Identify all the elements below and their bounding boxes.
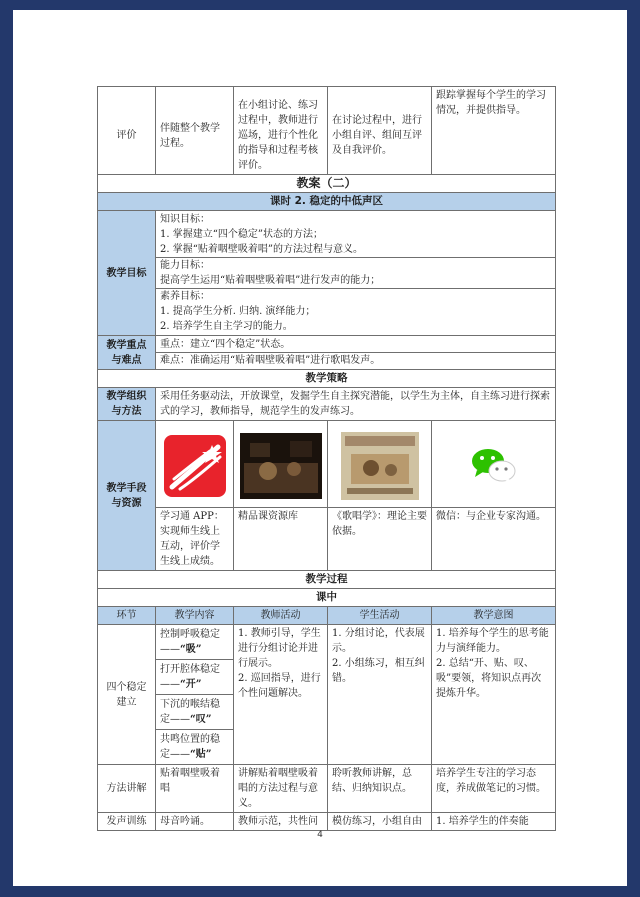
ability-goals [156,257,555,288]
knowledge-goals [160,212,551,257]
resource-image-cell-2 [234,421,328,508]
content-item-1: 控制呼吸稳定——“吸” [160,629,220,655]
in-class-title: 课中 [98,589,556,607]
process-title: 教学过程 [98,571,556,589]
intent-1: 1. 培养每个学生的思考能力与演绎能力。 [436,628,549,654]
evaluation-table [97,86,556,185]
intent-2: 2. 总结“开、贴、叹、吸”要领，将知识点再次提炼升华。 [436,658,542,699]
goals-content [156,211,556,336]
stage-2-teacher: 讲解贴着咽壁吸着唱的方法过程与意义。 [234,765,328,813]
resources-label: 教学手段与资源 [98,421,156,571]
knowledge-goal-1: 1. 掌握建立“四个稳定”状态的方法； [160,229,323,240]
resource-text-2: 精品课资源库 [234,508,328,571]
literacy-goal-heading: 素养目标： [160,291,210,302]
document-page [13,10,627,886]
stage-1-teacher [234,625,328,765]
stage-3-student: 模仿练习，小组自由 [328,813,432,831]
literacy-goal-2: 2. 培养学生自主学习的能力。 [160,321,293,332]
column-header-content: 教学内容 [156,607,234,625]
eval-cell-3: 在讨论过程中，进行小组自评、组间互评及自我评价。 [328,87,432,185]
resource-text-3: 《歌唱学》：理论主要依据。 [328,508,432,571]
stage-3-intent: 1. 培养学生的伴奏能 [432,813,556,831]
literacy-goal-1: 1. 提高学生分析. 归纳. 演绎能力； [160,306,316,317]
resource-image-cell-1 [156,421,234,508]
stage-2-content: 贴着咽壁吸着唱 [156,765,234,813]
content-item-2: 打开腔体稳定——“开” [156,659,233,694]
stage-3-teacher: 教师示范，共性问 [234,813,328,831]
lesson-plan-table [97,174,556,831]
ability-goal-1: 提高学生运用“贴着咽壁吸着唱”进行发声的能力； [160,275,381,286]
column-header-intent: 教学意图 [432,607,556,625]
column-header-student: 学生活动 [328,607,432,625]
stage-2-intent: 培养学生专注的学习态度，养成做笔记的习惯。 [432,765,556,813]
wechat-logo-icon [469,446,519,486]
content-item-3: 下沉的喉结稳定——“叹” [156,694,233,729]
stage-3-name: 发声训练 [98,813,156,831]
teacher-activity-2: 2. 巡回指导，进行个性问题解决。 [238,673,321,699]
stage-1-name: 四个稳定建立 [98,625,156,765]
student-activity-1: 1. 分组讨论，代表展示。 [332,628,425,654]
stage-2-name: 方法讲解 [98,765,156,813]
resource-image-cell-3 [328,421,432,508]
stage-1-contents [156,625,234,765]
eval-label: 评价 [98,87,156,185]
organization-text: 采用任务驱动法，开放课堂，发掘学生自主探究潜能，以学生为主体，自主练习进行探索式的学习，教师指导，规范学生的发声练习。 [156,388,556,421]
knowledge-goal-2: 2. 掌握“贴着咽壁吸着唱”的方法过程与意义。 [160,244,363,255]
column-header-stage: 环节 [98,607,156,625]
resource-text-1: 学习通 APP：实现师生线上互动，评价学生线上成绩。 [156,508,234,571]
strategy-title: 教学策略 [98,370,556,388]
course-video-thumbnail-icon [240,433,322,499]
key-points-label: 教学重点与难点 [98,336,156,370]
stage-1-student [328,625,432,765]
goals-label: 教学目标 [98,211,156,336]
resource-text-4: 微信：与企业专家沟通。 [432,508,556,571]
student-activity-2: 2. 小组练习，相互纠错。 [332,658,425,684]
xuexitong-app-logo-icon [164,435,226,497]
plan-title: 教案（二） [98,175,556,193]
stage-3-content: 母音吟诵。 [156,813,234,831]
resource-image-cell-4 [432,421,556,508]
page-number: 4 [317,830,323,840]
singing-book-cover-icon [341,432,419,500]
ability-goal-heading: 能力目标： [160,260,210,271]
eval-cell-2: 在小组讨论、练习过程中，教师进行巡场，进行个性化的指导和过程考核评价。 [234,87,328,185]
eval-cell-4: 跟踪掌握每个学生的学习情况，并提供指导。 [432,87,556,185]
difficulty-point: 难点：准确运用“贴着咽壁吸着唱”进行歌唱发声。 [156,352,555,368]
lesson-title: 课时 2. 稳定的中低声区 [98,193,556,211]
column-header-teacher: 教师活动 [234,607,328,625]
focus-point: 重点：建立“四个稳定”状态。 [160,339,291,350]
key-points-content [156,336,556,370]
literacy-goals [156,288,555,334]
content-item-4: 共鸣位置的稳定——“贴” [156,729,233,764]
teacher-activity-1: 1. 教师引导，学生进行分组讨论并进行展示。 [238,628,321,669]
knowledge-goal-heading: 知识目标： [160,214,210,225]
stage-2-student: 聆听教师讲解，总结、归纳知识点。 [328,765,432,813]
stage-1-intent [432,625,556,765]
eval-cell-1: 伴随整个教学过程。 [156,87,234,185]
organization-label: 教学组织与方法 [98,388,156,421]
